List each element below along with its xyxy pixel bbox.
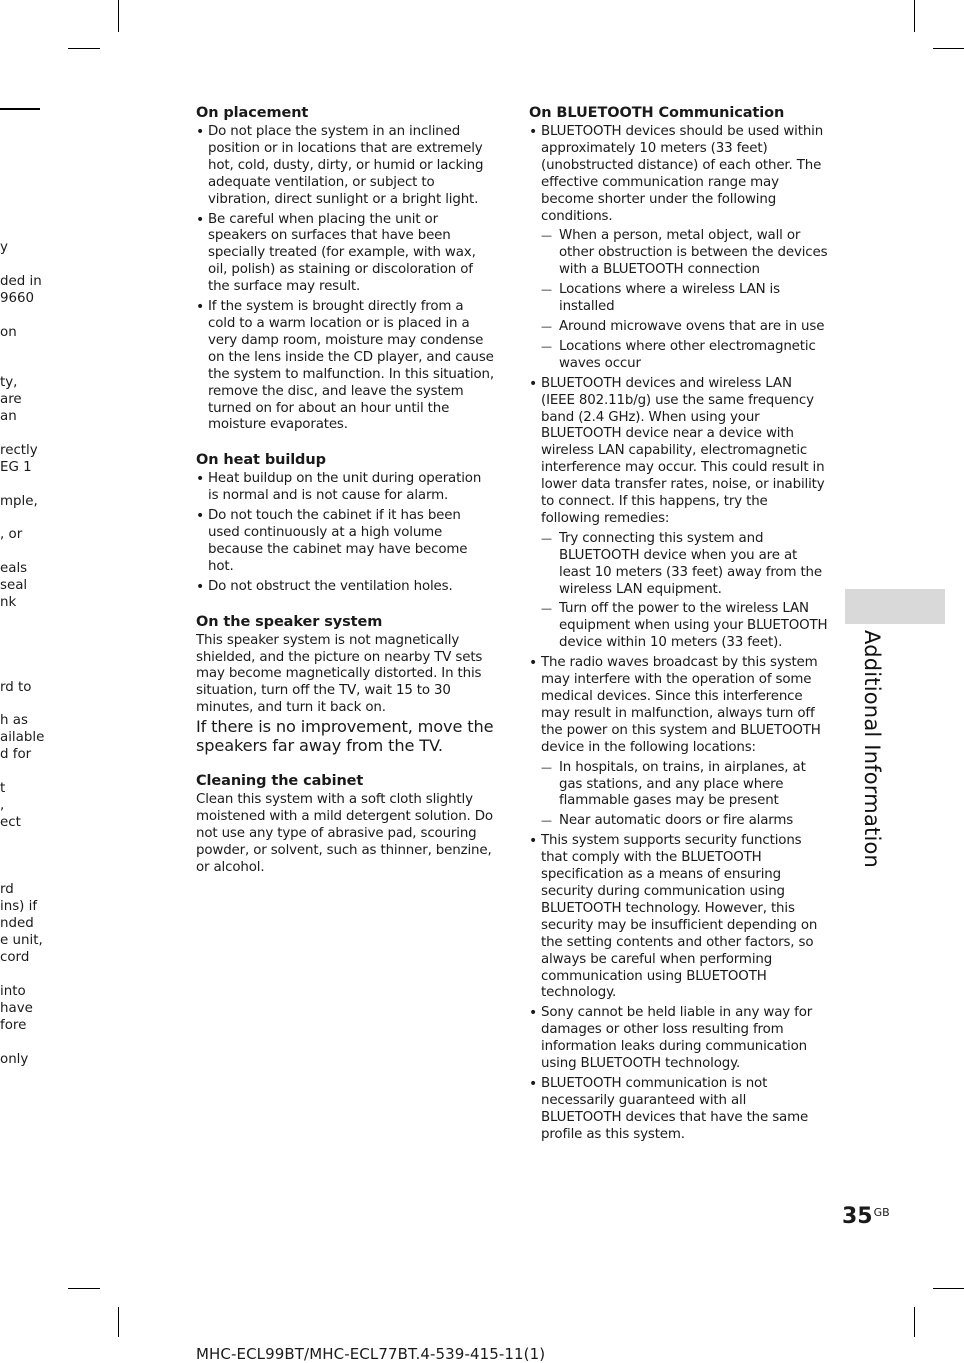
left-fragment-line: y: [0, 240, 8, 255]
left-fragment-line: [0, 612, 45, 629]
left-fragment-line: [0, 764, 45, 781]
left-fragment-line: [0, 629, 45, 646]
crop-mark: [118, 0, 119, 32]
bullet-item: • Sony cannot be held liable in any way for damages or other loss resulting from information leaks during communication using BLUETOOTH technology.: [529, 1005, 829, 1073]
left-fragment-line: have: [0, 1000, 33, 1016]
bullet-item: • BLUETOOTH communication is not necessarily guaranteed with all BLUETOOTH devices that have the same profile as this system.: [529, 1076, 829, 1144]
section-cleaning: [196, 772, 494, 877]
footer-model-code: MHC-ECL99BT/MHC-ECL77BT.4-539-415-11(1): [196, 1345, 546, 1363]
left-fragment-line: [0, 1035, 45, 1052]
left-fragment-line: eals: [0, 561, 28, 577]
left-fragment-line: fore: [0, 1017, 27, 1033]
page-number: [842, 1204, 890, 1229]
bullet-text: BLUETOOTH devices and wireless LAN (IEEE 802.11b/g) use the same frequency band (2.4 GHz). When using your BLUETOOTH device near a device with wireless LAN capability, electromagnetic interference may occur. This could result in lower data transfer rates, noise, or inability to connect. If this happens, try the following remedies:: [541, 375, 825, 526]
section-placement: [196, 104, 494, 434]
dash-item: — Locations where other electromagnetic waves occur: [541, 339, 829, 373]
crop-mark: [118, 1307, 119, 1337]
left-fragment-line: ,: [0, 797, 5, 813]
dash-item: — Around microwave ovens that are in use: [541, 319, 829, 336]
left-fragment-line: ins) if: [0, 899, 38, 915]
left-fragment-line: [0, 544, 45, 561]
crop-mark: [68, 48, 100, 49]
left-fragment-line: [0, 358, 45, 375]
left-fragment-line: [0, 257, 45, 274]
section-tab: [845, 589, 945, 624]
left-fragment-line: ailable: [0, 730, 45, 746]
dash-item: — When a person, metal object, wall or other obstruction is between the devices with a BLUETOOTH connection: [541, 228, 829, 279]
left-fragment-line: mple,: [0, 493, 38, 509]
bullet-item: • Heat buildup on the unit during operation is normal and is not cause for alarm.: [196, 471, 494, 505]
bullet-text: BLUETOOTH devices should be used within approximately 10 meters (33 feet) (unobstructed distance) of each other. The effective communication range may become shorter under the following conditions.: [541, 124, 824, 224]
bullet-item: • Be careful when placing the unit or speakers on surfaces that have been specially treated (for example, with wax, oil, polish) as staining or discoloration of the surface may result.: [196, 212, 494, 297]
bullet-item: • Do not obstruct the ventilation holes.: [196, 579, 494, 596]
left-fragment-line: [0, 341, 45, 358]
left-fragment-line: into: [0, 983, 26, 999]
left-fragment-line: [0, 832, 45, 849]
crop-mark: [914, 0, 915, 32]
left-fragment-line: d for: [0, 747, 32, 763]
bullet-item: [529, 376, 829, 653]
left-fragment-line: nded: [0, 916, 34, 932]
left-page-fragments: [0, 240, 45, 1068]
dash-item: — In hospitals, on trains, in airplanes, at gas stations, and any place where flammable gases may be present: [541, 760, 829, 811]
dash-item: — Turn off the power to the wireless LAN equipment when using your BLUETOOTH device within 10 meters (33 feet).: [541, 601, 829, 652]
paragraph: This speaker system is not magnetically shielded, and the picture on nearby TV sets may become magnetically distorted. In this situation, turn off the TV, wait 15 to 30 minutes, and turn it back on.: [196, 632, 483, 716]
left-fragment-line: [0, 696, 45, 713]
section-heading: Cleaning the cabinet: [196, 773, 364, 790]
dash-item: — Locations where a wireless LAN is installed: [541, 282, 829, 316]
column-right: [529, 104, 829, 1147]
bullet-item: • This system supports security functions that comply with the BLUETOOTH specification as a means of ensuring security during communication using BLUETOOTH technology. However, this security may be insufficient depending on the setting contents and other factors, so always be careful when performing communication using BLUETOOTH technology.: [529, 833, 829, 1002]
page-number-suffix: GB: [873, 1206, 890, 1219]
left-fragment-line: rd to: [0, 679, 32, 695]
bullet-item: [529, 655, 829, 830]
left-fragment-line: 9660: [0, 290, 35, 306]
left-fragment-line: , or: [0, 527, 23, 543]
bullet-item: [529, 124, 829, 373]
left-page-rule: [0, 108, 40, 110]
left-fragment-line: nk: [0, 595, 17, 611]
left-fragment-line: an: [0, 409, 17, 425]
section-heading: On heat buildup: [196, 452, 326, 469]
section-heading: On BLUETOOTH Communication: [529, 105, 785, 121]
left-fragment-line: t: [0, 781, 6, 796]
left-fragment-line: [0, 849, 45, 866]
left-fragment-line: [0, 426, 45, 443]
left-fragment-line: rd: [0, 882, 14, 898]
left-fragment-line: seal: [0, 578, 28, 594]
left-fragment-line: h as: [0, 713, 28, 729]
left-fragment-line: ect: [0, 814, 21, 830]
crop-mark: [68, 1288, 100, 1289]
left-fragment-line: [0, 511, 45, 528]
section-speaker-system: [196, 613, 494, 756]
left-fragment-line: ty,: [0, 375, 18, 391]
bullet-text: The radio waves broadcast by this system may interfere with the operation of some medical devices. Since this interference may result in malfunction, always turn off the power on this system and BLUETOOTH device in the following locations:: [541, 655, 821, 755]
left-fragment-line: EG 1: [0, 459, 32, 475]
left-fragment-line: [0, 967, 45, 984]
section-tab-label: Additional Information: [860, 630, 884, 869]
dash-item: — Try connecting this system and BLUETOOTH device when you are at least 10 meters (33 feet) away from the wireless LAN equipment.: [541, 531, 829, 599]
left-fragment-line: ded in: [0, 273, 42, 289]
left-fragment-line: [0, 477, 45, 494]
left-fragment-line: only: [0, 1051, 29, 1067]
left-fragment-line: on: [0, 324, 17, 340]
dash-item: — Near automatic doors or fire alarms: [541, 813, 829, 830]
bullet-item: • Do not touch the cabinet if it has been used continuously at a high volume because the cabinet may have become hot.: [196, 508, 494, 576]
bullet-item: • Do not place the system in an inclined position or in locations that are extremely hot, cold, dusty, dirty, or humid or lacking adequate ventilation, or subject to vibration, direct sunlight or a bright light.: [196, 124, 494, 209]
page-number-value: 35: [842, 1204, 873, 1229]
section-heat-buildup: [196, 451, 494, 595]
left-fragment-line: rectly: [0, 442, 38, 458]
left-fragment-line: cord: [0, 950, 30, 966]
section-heading: On placement: [196, 105, 309, 121]
crop-mark: [933, 48, 964, 49]
left-fragment-line: e unit,: [0, 933, 43, 949]
paragraph: Clean this system with a soft cloth slightly moistened with a mild detergent solution. Do not use any type of abrasive pad, scouring powder, or solvent, such as thinner, benzine, or alcohol.: [196, 792, 493, 875]
bullet-item: • If the system is brought directly from a cold to a warm location or is placed in a very damp room, moisture may condense on the lens inside the CD player, and cause the system to malfunction. In this situation, remove the disc, and leave the system turned on for about an hour until the moisture evaporates.: [196, 299, 494, 434]
left-fragment-line: [0, 308, 45, 325]
crop-mark: [914, 1307, 915, 1337]
crop-mark: [933, 1288, 964, 1289]
column-left: [196, 104, 494, 894]
section-heading: On the speaker system: [196, 613, 383, 630]
left-fragment-line: are: [0, 392, 22, 408]
left-fragment-line: [0, 663, 45, 680]
left-fragment-line: [0, 646, 45, 663]
left-fragment-line: [0, 866, 45, 883]
paragraph-large: If there is no improvement, move the speakers far away from the TV.: [196, 717, 494, 756]
